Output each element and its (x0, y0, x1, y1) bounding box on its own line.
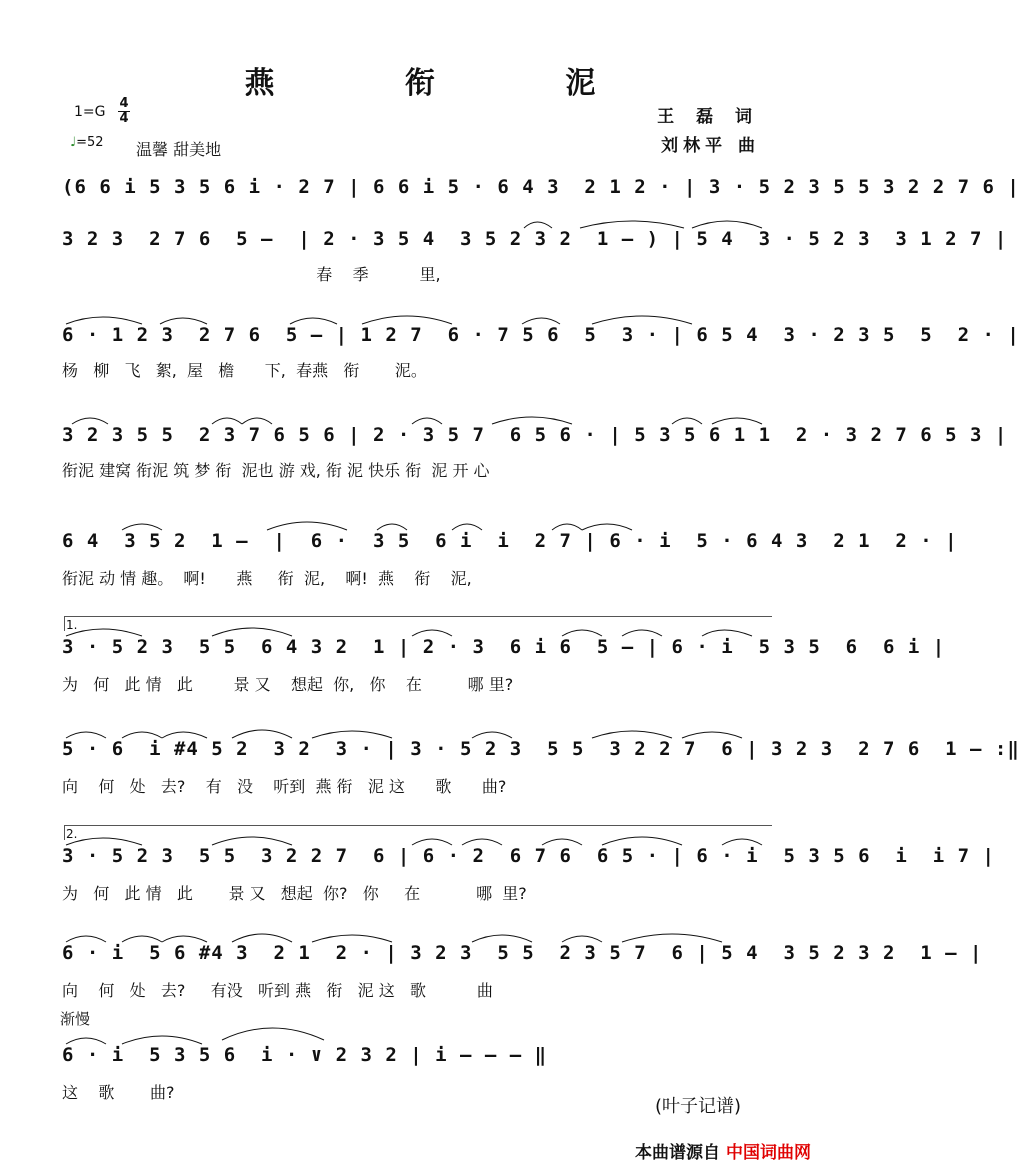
meter-top: 4 (119, 96, 129, 111)
notation-line: 3 2 3 2 7 6 5 – | 2 · 3 5 4 3 5 2 3 2 1 – ) | 5 4 3 · 5 2 3 3 1 2 7 | (62, 228, 1008, 250)
tempo-value: =52 (76, 135, 104, 150)
tempo-change-marking: 渐慢 (60, 1010, 91, 1028)
lyric-line: 为 何 此 情 此 景 又 想起 你? 你 在 哪 里? (62, 884, 527, 903)
lyric-line: 衔泥 动 情 趣。 啊! 燕 衔 泥, 啊! 燕 衔 泥, (62, 569, 472, 588)
notation-line: 6 · 1 2 3 2 7 6 5 – | 1 2 7 6 · 7 5 6 5 3 · | 6 5 4 3 · 2 3 5 5 2 · | (62, 324, 1020, 346)
composer-credit: 刘林平 曲 (661, 136, 760, 156)
score-system-10 (62, 1042, 772, 1102)
notation-line: (6 6 i 5 3 5 6 i · 2 7 | 6 6 i 5 · 6 4 3 2 1 2 · | 3 · 5 2 3 5 5 3 2 2 7 6 | (62, 176, 1020, 198)
slur-marks (62, 214, 772, 228)
tempo-marking (70, 135, 104, 150)
expression-marking: 温馨 甜美地 (136, 140, 222, 159)
lyric-line: 衔泥 建窝 衔泥 筑 梦 衔 泥也 游 戏, 衔 泥 快乐 衔 泥 开 心 (62, 461, 490, 480)
song-title: 燕 衔 泥 (244, 66, 656, 101)
score-system-7 (62, 736, 1020, 796)
source-credit (635, 1138, 811, 1163)
source-prefix: 本曲谱源自 (635, 1143, 720, 1163)
notation-line: 3 · 5 2 3 5 5 6 4 3 2 1 | 2 · 3 6 i 6 5 – | 6 · i 5 3 5 6 6 i | (62, 636, 946, 658)
score-system-1 (62, 174, 1020, 200)
lyric-line: 向 何 处 去? 有没 听到 燕 衔 泥 这 歌 曲 (62, 981, 493, 1000)
lyricist-credit: 王 磊 词 (657, 107, 760, 127)
score-system-4 (62, 422, 1008, 480)
volta-number: 1. (66, 618, 78, 632)
score-system-6 (62, 618, 946, 694)
lyric-line: 为 何 此 情 此 景 又 想起 你, 你 在 哪 里? (62, 675, 514, 694)
meter-bottom: 4 (119, 111, 129, 126)
score-system-5 (62, 528, 958, 588)
lyric-line: 向 何 处 去? 有 没 听到 燕 衔 泥 这 歌 曲? (62, 777, 507, 796)
slur-marks (62, 1030, 772, 1044)
slur-marks (62, 622, 772, 636)
notation-line: 6 · i 5 3 5 6 i · ∨ 2 3 2 | i – – – ‖ (62, 1044, 548, 1066)
notation-line: 3 2 3 5 5 2 3 7 6 5 6 | 2 · 3 5 7 6 5 6 · | 5 3 5 6 1 1 2 · 3 2 7 6 5 3 | (62, 424, 1008, 446)
score-system-3 (62, 322, 1020, 380)
slur-marks (62, 831, 772, 845)
source-site-link[interactable]: 中国词曲网 (726, 1143, 811, 1163)
key-signature: 1=G (74, 104, 106, 120)
time-signature (118, 98, 130, 125)
slur-marks (62, 516, 772, 530)
notation-line: 6 · i 5 6 #4 3 2 1 2 · | 3 2 3 5 5 2 3 5 7 6 | 5 4 3 5 2 3 2 1 – | (62, 942, 983, 964)
notation-line: 5 · 6 i #4 5 2 3 2 3 · | 3 · 5 2 3 5 5 3 2 2 7 6 | 3 2 3 2 7 6 1 – :‖ (62, 738, 1020, 760)
score-system-9 (62, 940, 983, 1000)
slur-marks (62, 310, 772, 324)
slur-marks (62, 724, 772, 738)
score-system-2 (62, 226, 1008, 284)
lyric-line: 杨 柳 飞 絮, 屋 檐 下, 春燕 衔 泥。 (62, 361, 427, 380)
lyric-line: 春 季 里, (62, 265, 441, 284)
quarter-note-icon: ♩ (70, 135, 77, 150)
lyric-line: 这 歌 曲? (62, 1083, 175, 1102)
volta-number: 2. (66, 827, 78, 841)
notation-line: 3 · 5 2 3 5 5 3 2 2 7 6 | 6 · 2 6 7 6 6 5 · | 6 · i 5 3 5 6 i i 7 | (62, 845, 995, 867)
score-system-8 (62, 827, 995, 903)
notation-line: 6 4 3 5 2 1 – | 6 · 3 5 6 i i 2 7 | 6 · i 5 · 6 4 3 2 1 2 · | (62, 530, 958, 552)
transcriber-credit: (叶子记谱) (655, 1096, 742, 1117)
slur-marks (62, 928, 772, 942)
slur-marks (62, 410, 772, 424)
